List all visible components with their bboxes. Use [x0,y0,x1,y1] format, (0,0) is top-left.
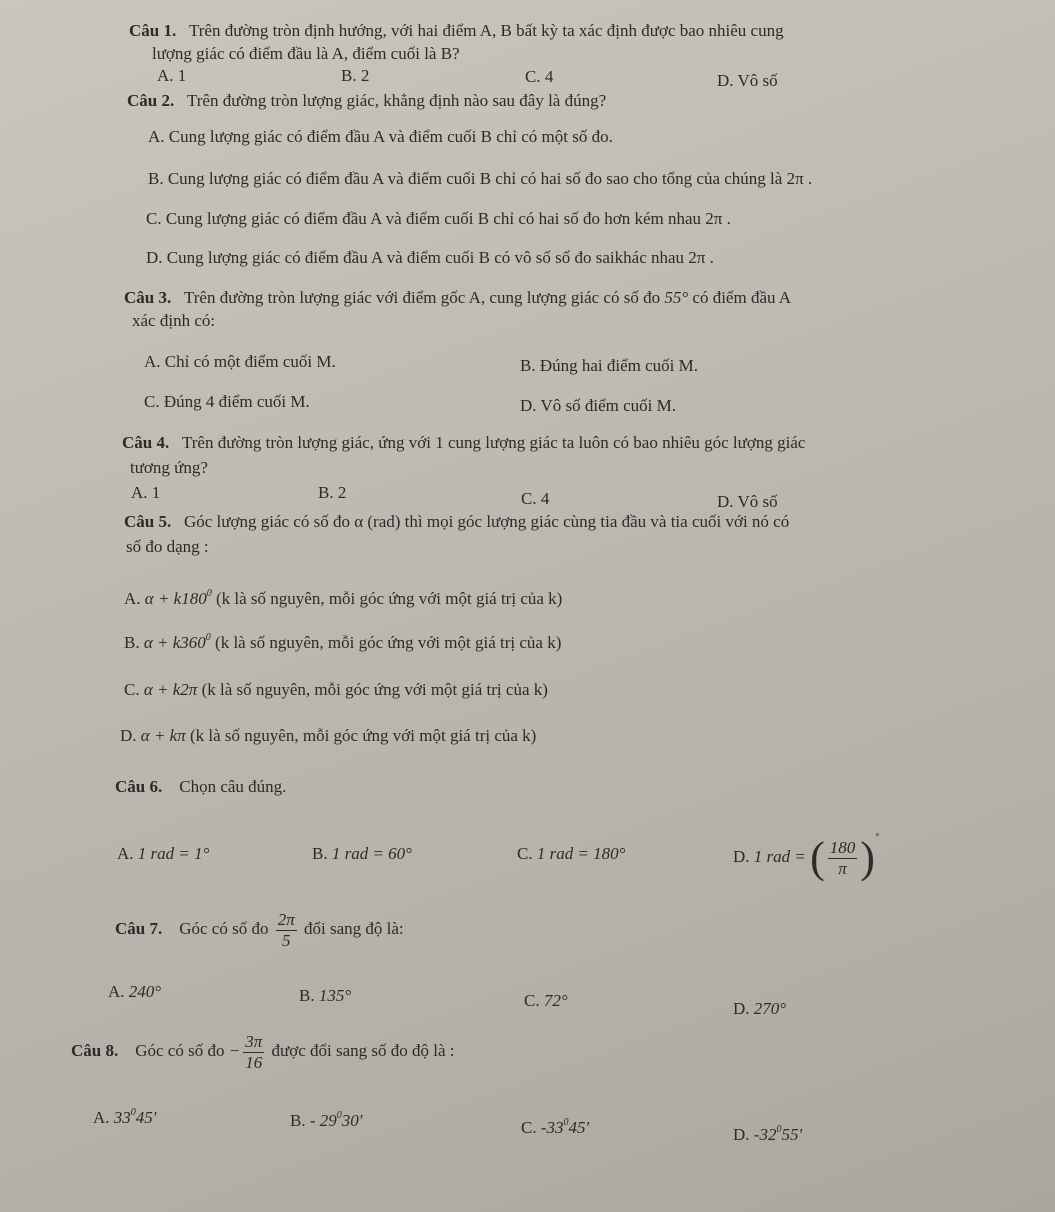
q5-label: Câu 5. [124,512,172,531]
q4-label: Câu 4. [122,433,170,452]
q5-option-c[interactable]: C. α + k2π (k là số nguyên, mỗi góc ứng với một giá trị của k) [124,680,548,699]
q5-option-d[interactable]: D. α + kπ (k là số nguyên, mỗi góc ứng với một giá trị của k) [120,726,537,745]
q2-line1 [127,92,606,109]
q1-text-cont: lượng giác có điểm đầu là A, điểm cuối là B? [152,44,460,63]
q2-text: Trên đường tròn lượng giác, khẳng định nào sau đây là đúng? [186,91,607,110]
q1-option-c[interactable]: C. 4 [525,67,554,86]
q8-option-a[interactable]: A. $33^045'$ [93,1107,157,1127]
q5-option-b[interactable]: B. $\alpha + k360^0$ (k là số nguyên, mỗi góc ứng với một giá trị của k) [124,632,562,652]
q8-text-post: được đổi sang số đo độ là : [271,1040,455,1060]
q5-text-cont: số đo dạng : [126,537,209,556]
q4-option-d[interactable]: D. Vô số [717,492,778,511]
q6-option-a[interactable]: A. 1 rad = 1° [117,844,210,863]
q6-label: Câu 6. [115,777,163,796]
q6-option-c[interactable]: C. 1 rad = 180° [517,844,626,863]
q3-option-b[interactable]: B. Đúng hai điểm cuối M. [520,356,699,375]
q5-line1 [124,513,789,530]
q4-line1 [122,434,805,451]
q2-option-d[interactable]: D. Cung lượng giác có điểm đầu A và điểm cuối B có vô số số đo saikhác nhau 2π . [146,248,714,267]
q1-label: Câu 1. [129,21,177,40]
q5-b-math: α + k360 [143,633,206,652]
q4-option-a[interactable]: A. 1 [131,483,161,502]
q7-label: Câu 7. [115,918,163,938]
q6-option-b[interactable]: B. 1 rad = 60° [312,844,412,863]
q3-text-post: có điểm đầu A [692,288,792,307]
q4-text: Trên đường tròn lượng giác, ứng với 1 cung lượng giác ta luôn có bao nhiêu góc lượng giác [181,433,806,452]
q3-label: Câu 3. [124,288,172,307]
q3-text-cont: xác định có: [132,311,216,330]
q3-text: Trên đường tròn lượng giác với điểm gốc A, cung lượng giác có số đo [183,288,661,307]
q1-line1 [129,22,784,39]
q6-option-d[interactable]: D. 1 rad = ( $\frac{180}{\pi}$ )° [733,832,879,883]
q8-line1: Câu 8. Góc có số đo − $\frac{3\pi}{16}$ được đổi sang số đo độ là : [71,1032,455,1072]
q7-option-d[interactable]: D. 270° [733,999,787,1018]
q3-line1 [124,289,791,306]
q1-option-a[interactable]: A. 1 [157,66,187,85]
q4-text-cont: tương ứng? [130,458,208,477]
q8-option-c[interactable]: C. $-33^045'$ [521,1117,590,1137]
q2-option-b[interactable]: B. Cung lượng giác có điểm đầu A và điểm cuối B chỉ có hai số đo sao cho tổng của chúng là 2π . [148,169,813,188]
q3-option-d[interactable]: D. Vô số điểm cuối M. [520,396,676,415]
q7-text: Góc có số đo [179,918,269,938]
q8-label: Câu 8. [71,1040,119,1060]
q7-option-c[interactable]: C. 72° [524,991,568,1010]
q8-option-d[interactable]: D. $-32^055'$ [733,1124,803,1144]
q3-option-c[interactable]: C. Đúng 4 điểm cuối M. [144,392,310,411]
q1-text: Trên đường tròn định hướng, với hai điểm A, B bất kỳ ta xác định được bao nhiêu cung [188,21,784,40]
q4-option-b[interactable]: B. 2 [318,483,347,502]
q5-a-math: α + k180 [144,589,207,608]
q5-c-math: α + k2π [143,680,198,699]
q2-option-c[interactable]: C. Cung lượng giác có điểm đầu A và điểm cuối B chỉ có hai số đo hơn kém nhau 2π . [146,209,731,228]
q2-label: Câu 2. [127,91,175,110]
q6-line1 [115,778,286,795]
q8-fraction: $\frac{3\pi}{16}$ [245,1032,263,1072]
q3-angle: 55° [664,288,689,307]
q6-text: Chọn câu đúng. [179,777,287,796]
q5-text: Góc lượng giác có số đo α (rad) thì mọi góc lượng giác cùng tia đầu và tia cuối với nó có [183,512,790,531]
q7-option-a[interactable]: A. 240° [108,982,162,1001]
q7-line1 [115,910,404,950]
q7-fraction: $\frac{2\pi}{5}$ [277,910,295,950]
q7-text-post: đổi sang độ là: [304,918,404,938]
q5-d-math: α + kπ [140,726,186,745]
q8-text: Góc có số đo [135,1040,225,1060]
q8-option-b[interactable]: B. - $29^030'$ [290,1110,363,1130]
q1-option-b[interactable]: B. 2 [341,66,370,85]
q5-option-a[interactable]: A. $\alpha + k180^0$ (k là số nguyên, mỗi góc ứng với một giá trị của k) [124,588,563,608]
q2-option-a[interactable]: A. Cung lượng giác có điểm đầu A và điểm cuối B chỉ có một số đo. [148,127,613,146]
q3-option-a[interactable]: A. Chỉ có một điểm cuối M. [144,352,336,371]
q4-option-c[interactable]: C. 4 [521,489,550,508]
q1-option-d[interactable]: D. Vô số [717,71,778,90]
q7-option-b[interactable]: B. 135° [299,986,352,1005]
q6-d-fraction: $\frac{180}{\pi}$ [829,838,856,878]
